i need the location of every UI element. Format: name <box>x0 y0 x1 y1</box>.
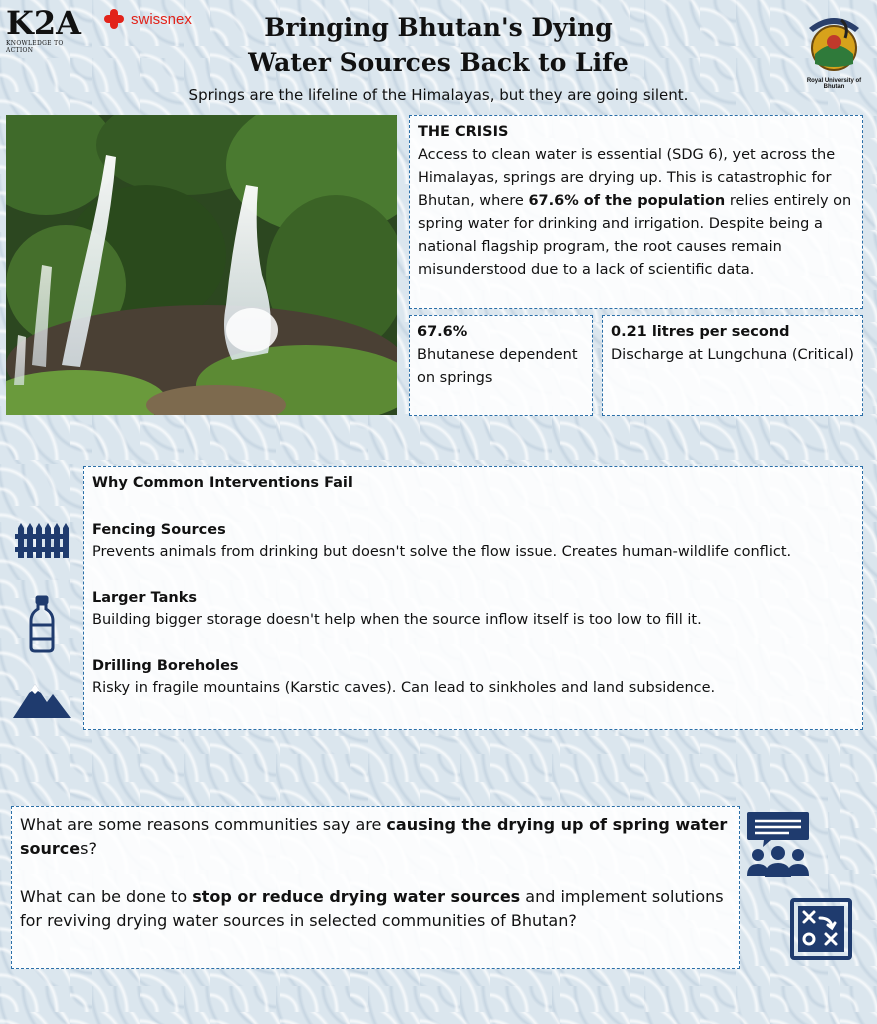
intervention-item <box>92 519 854 563</box>
intervention-text: Prevents animals from drinking but doesn't solve the flow issue. Creates human-wildlife conflict. <box>92 544 792 560</box>
stat-label: Discharge at Lungchuna (Critical) <box>611 347 854 363</box>
intervention-title: Larger Tanks <box>92 590 197 606</box>
crisis-text-bold: 67.6% of the population <box>528 193 726 209</box>
mountain-icon <box>13 680 71 718</box>
stat-card-dependence <box>409 315 593 416</box>
crisis-text-before: Access to clean water is essential (SDG 6), yet across the Himalayas, springs are drying up. This is catastrophic for Bhutan, where <box>418 147 836 209</box>
questions-box <box>11 806 740 969</box>
waterfall-photo <box>6 115 397 415</box>
rub-label: Royal University of Bhutan <box>806 78 862 90</box>
intervention-text: Building bigger storage doesn't help when the source inflow itself is too low to fill it. <box>92 612 702 628</box>
interventions-box <box>83 466 863 730</box>
k2a-tagline: KNOWLEDGE TO ACTION <box>6 40 64 54</box>
strategy-plan-icon <box>790 898 852 960</box>
q1-bold: causing the drying up of spring water source <box>20 815 728 858</box>
swissnex-cross-icon <box>102 8 126 30</box>
intervention-text: Risky in fragile mountains (Karstic caves). Can lead to sinkholes and land subsidence. <box>92 680 716 696</box>
q2-before: What can be done to <box>20 887 193 906</box>
q2-bold: stop or reduce drying water sources <box>192 887 521 906</box>
title-line-1: Bringing Bhutan's Dying <box>264 13 613 42</box>
swissnex-label: swissnex <box>131 10 192 28</box>
stat-value: 0.21 litres per second <box>611 324 790 340</box>
stat-card-discharge <box>602 315 863 416</box>
title-line-2: Water Sources Back to Life <box>248 48 629 77</box>
crisis-text <box>418 144 854 282</box>
crisis-box <box>409 115 863 309</box>
water-bottle-icon <box>28 595 56 653</box>
fence-icon <box>15 520 69 560</box>
question-2 <box>20 885 731 933</box>
stat-label: Bhutanese dependent on springs <box>417 347 578 386</box>
interventions-heading: Why Common Interventions Fail <box>92 475 353 491</box>
page-title <box>200 10 677 80</box>
k2a-logo <box>6 6 84 52</box>
crisis-heading: THE CRISIS <box>418 124 509 140</box>
question-1 <box>20 813 731 861</box>
intervention-item <box>92 655 854 699</box>
stat-value: 67.6% <box>417 324 468 340</box>
rub-emblem-icon <box>801 6 867 72</box>
intervention-title: Drilling Boreholes <box>92 658 239 674</box>
swissnex-logo <box>102 8 192 30</box>
community-discussion-icon <box>745 810 811 878</box>
intervention-title: Fencing Sources <box>92 522 226 538</box>
waterfall-illustration <box>6 115 397 415</box>
crisis-text-after: relies entirely on spring water for drinking and irrigation. Despite being a national flagship program, the root causes remain misunderstood due to a lack of scientific data. <box>418 193 852 278</box>
q2-after: and implement solutions for reviving drying water sources in selected communities of Bhutan? <box>20 887 724 930</box>
q1-before: What are some reasons communities say are <box>20 815 387 834</box>
k2a-mark: K2A <box>6 4 81 42</box>
page-subtitle: Springs are the lifeline of the Himalayas, but they are going silent. <box>188 86 689 104</box>
intervention-item <box>92 587 854 631</box>
rub-logo <box>798 6 870 90</box>
q1-after: s? <box>80 839 97 858</box>
